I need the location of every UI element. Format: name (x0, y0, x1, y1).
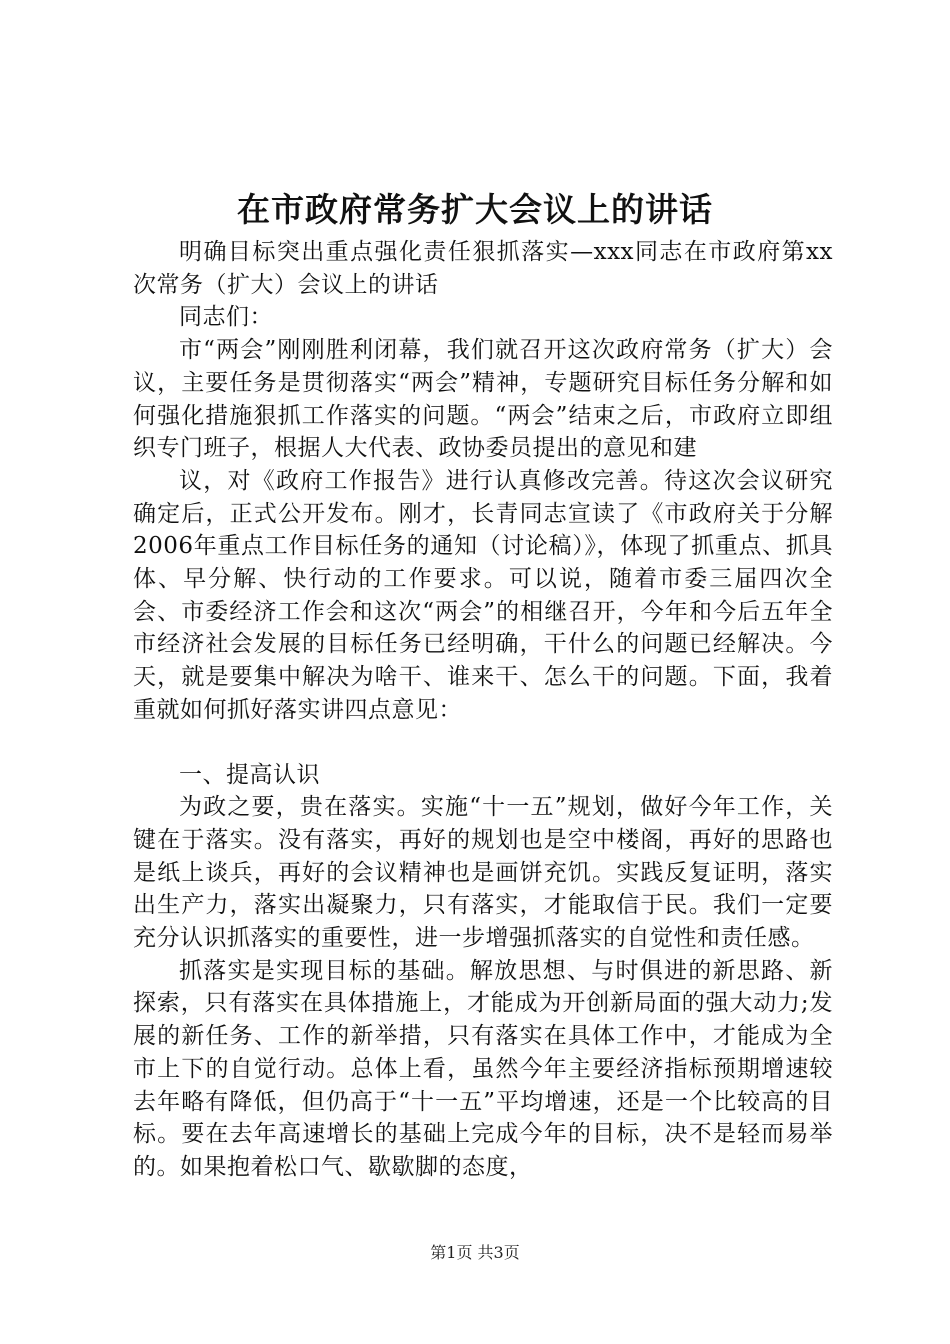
body-paragraph: 为政之要，贵在落实。实施“十一五”规划，做好今年工作，关键在于落实。没有落实，再好的规划也是空中楼阁，再好的思路也是纸上谈兵，再好的会议精神也是画饼充饥。实践反复证明，落实出生产力，落实出凝聚力，只有落实，才能取信于民。我们一定要充分认识抓落实的重要性，进一步增强抓落实的自觉性和责任感。 (133, 794, 833, 952)
document-title: 在市政府常务扩大会议上的讲话 (237, 190, 713, 229)
body-paragraph: 市“两会”刚刚胜利闭幕，我们就召开这次政府常务（扩大）会议，主要任务是贯彻落实“两会”精神，专题研究目标任务分解和如何强化措施狠抓工作落实的问题。“两会”结束之后，市政府立即组织专门班子，根据人大代表、政协委员提出的意见和建 (133, 337, 833, 462)
subtitle-paragraph: 明确目标突出重点强化责任狠抓落实—xxx同志在市政府第xx次常务（扩大）会议上的讲话 (133, 239, 833, 298)
section-heading: 一、提高认识 (179, 761, 320, 788)
body-paragraph: 议，对《政府工作报告》进行认真修改完善。待这次会议研究确定后，正式公开发布。刚才，长青同志宣读了《市政府关于分解2006年重点工作目标任务的通知（讨论稿）》，体现了抓重点、抓具体、早分解、快行动的工作要求。可以说，随着市委三届四次全会、市委经济工作会和这次“两会”的相继召开，今年和今后五年全市经济社会发展的目标任务已经明确，干什么的问题已经解决。今天，就是要集中解决为啥干、谁来干、怎么干的问题。下面，我着重就如何抓好落实讲四点意见： (133, 467, 833, 723)
page-indicator: 第1页 共3页 (430, 1243, 520, 1262)
salutation-paragraph: 同志们： (179, 304, 273, 331)
document-body (133, 236, 833, 1184)
body-paragraph: 抓落实是实现目标的基础。解放思想、与时俱进的新思路、新探索，只有落实在具体措施上，才能成为开创新局面的强大动力;发展的新任务、工作的新举措，只有落实在具体工作中，才能成为全市上下的自觉行动。总体上看，虽然今年主要经济指标预期增速较去年略有降低，但仍高于“十一五”平均增速，还是一个比较高的目标。要在去年高速增长的基础上完成今年的目标，决不是轻而易举的。如果抱着松口气、歇歇脚的态度， (133, 957, 833, 1180)
page-footer (0, 1241, 950, 1265)
